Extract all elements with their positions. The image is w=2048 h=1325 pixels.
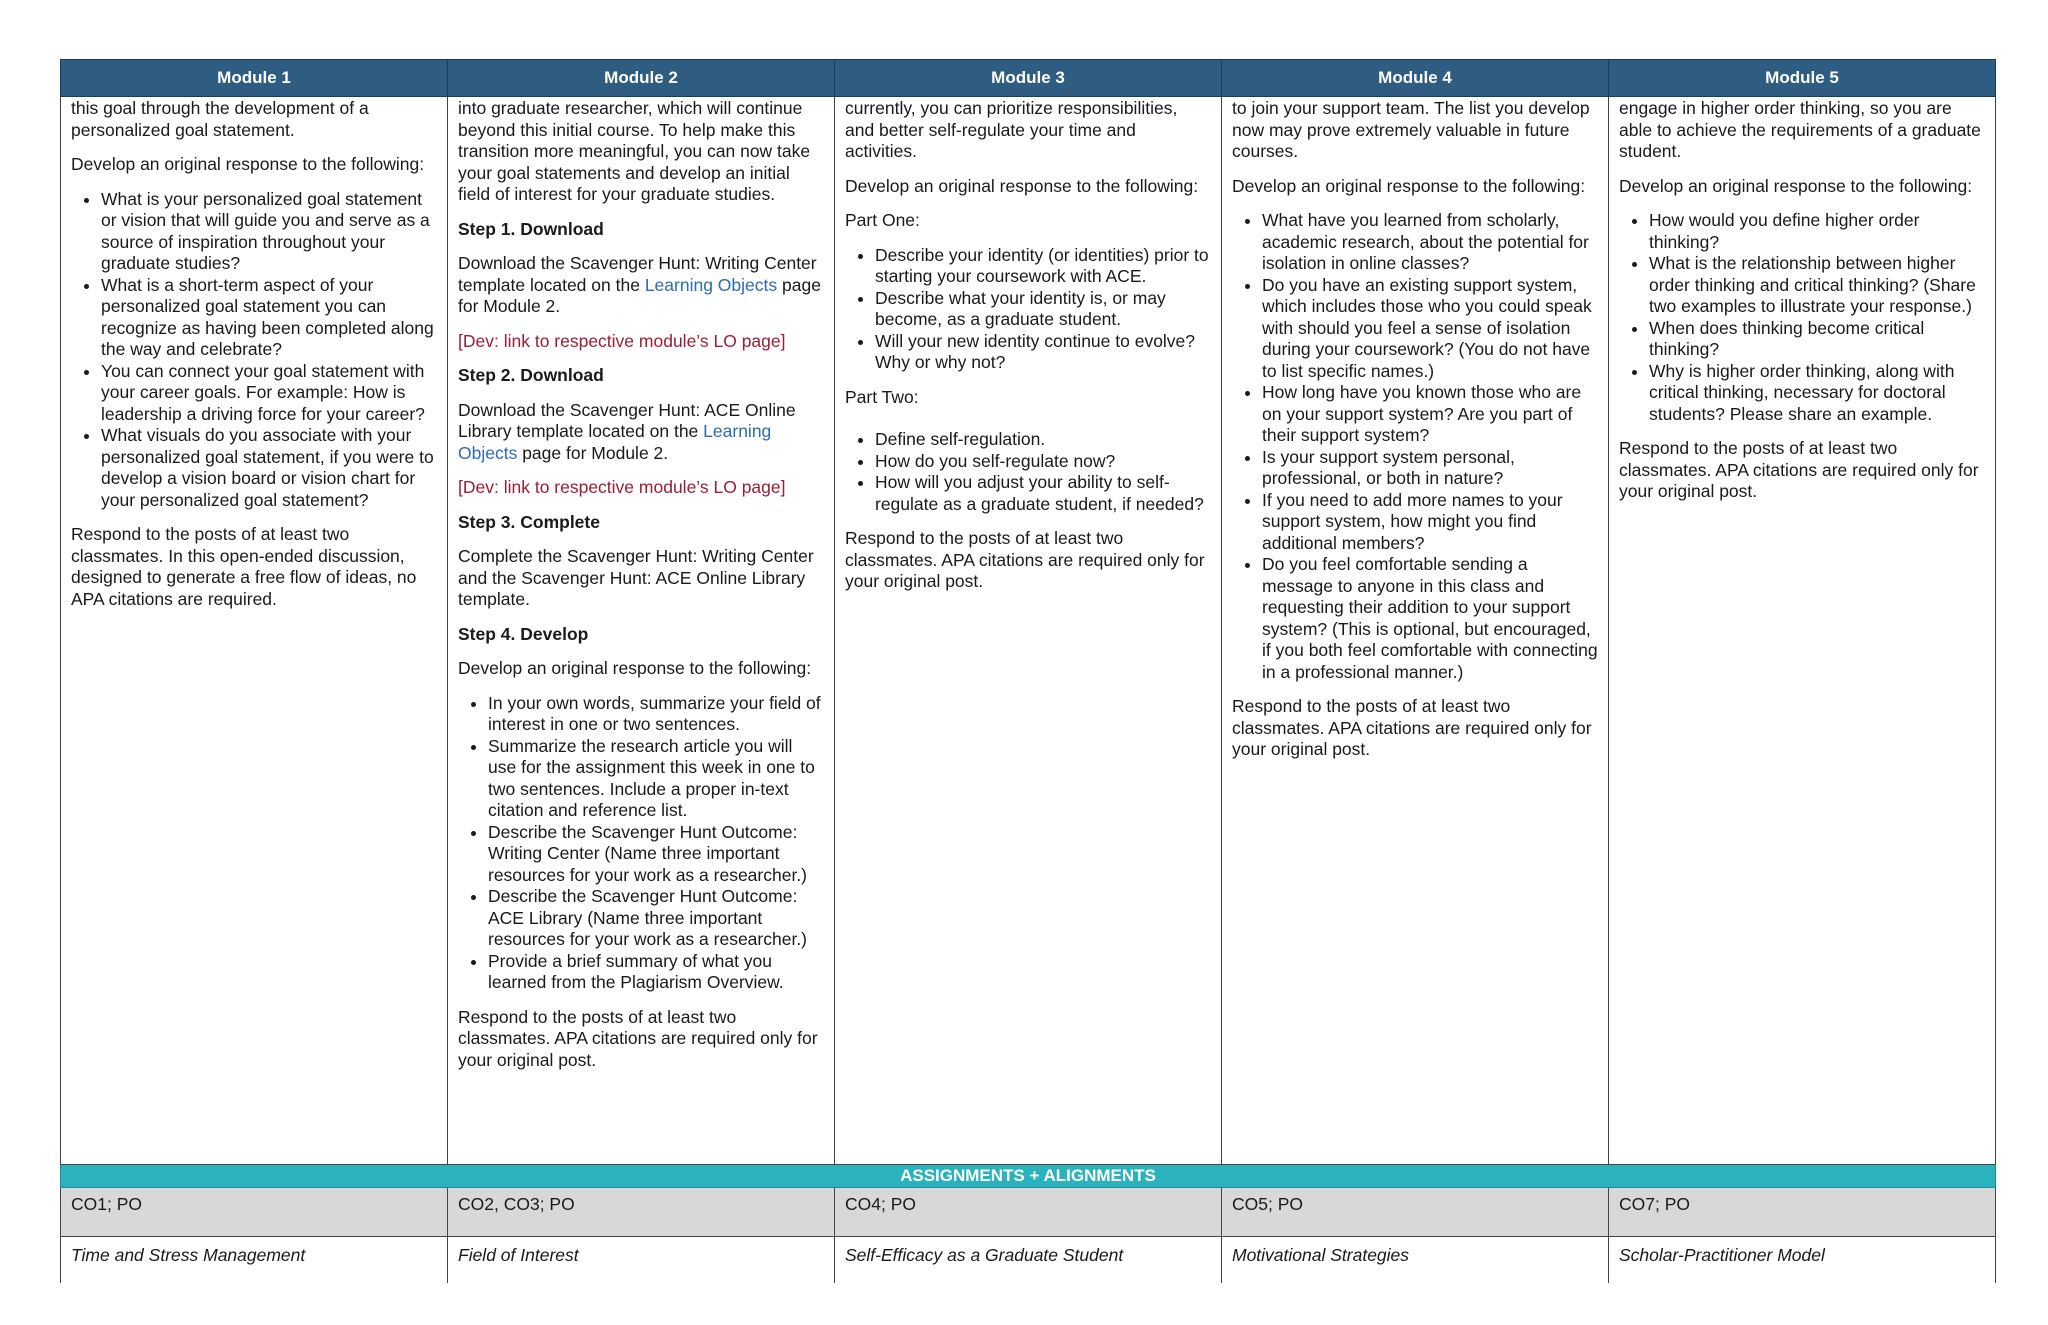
module-2-header: Module 2 [448, 60, 835, 97]
list-item: • How would you define higher order thinking? [1649, 210, 1985, 253]
step-3-text: Complete the Scavenger Hunt: Writing Center and the Scavenger Hunt: ACE Online Library template. [458, 546, 814, 609]
closing-text: Respond to the posts of at least two classmates. In this open-ended discussion, designed to generate a free flow of ideas, no APA citations are required. [71, 524, 417, 609]
step-text: page for Module 2. [522, 442, 669, 463]
closing-text: Respond to the posts of at least two classmates. APA citations are required only for your original post. [1232, 696, 1592, 759]
prompt-text: Develop an original response to the following: [1232, 175, 1586, 196]
assignment-title: Scholar-Practitioner Model [1609, 1237, 1996, 1284]
list-item: • Will your new identity continue to evolve? Why or why not? [875, 331, 1211, 374]
assignment-title-row [61, 1237, 1996, 1284]
module-table [60, 59, 1996, 1283]
prompt-text: Develop an original response to the following: [458, 658, 812, 678]
step-1-text [458, 253, 824, 318]
prompt-text: Develop an original response to the following: [845, 175, 1199, 196]
step-text: Download the Scavenger Hunt: ACE Online Library template located on the [458, 399, 796, 441]
prompt-text: Develop an original response to the following: [1619, 175, 1973, 196]
alignment-row [61, 1188, 1996, 1237]
list-item: • Do you feel comfortable sending a message to anyone in this class and requesting their addition to your support system? (This is optional, but encouraged, if you both feel comfortable with connecting in a professional manner.) [1262, 554, 1598, 683]
list-item: • How do you self-regulate now? [875, 451, 1211, 473]
step-text: page for Module 2. [458, 274, 821, 316]
question-list [458, 693, 824, 994]
intro-text: into graduate researcher, which will continue beyond this initial course. To help make this transition more meaningful, you can now take your goal statements and develop an initial field of interest for your graduate studies. [458, 98, 811, 204]
question-list [71, 189, 437, 512]
assignment-title: Time and Stress Management [61, 1237, 448, 1284]
step-2-heading: Step 2. Download [458, 365, 604, 385]
closing-text: Respond to the posts of at least two classmates. APA citations are required only for your original post. [1619, 438, 1979, 501]
module-3-discussion [835, 97, 1222, 1165]
list-item: • You can connect your goal statement with your career goals. For example: How is leadership a driving force for your career? [101, 361, 437, 426]
step-1-heading: Step 1. Download [458, 218, 604, 239]
intro-text: currently, you can prioritize responsibilities, and better self-regulate your time and activities. [845, 98, 1178, 161]
list-item: • What is a short-term aspect of your personalized goal statement you can recognize as having been completed along the way and celebrate? [101, 275, 437, 361]
discussion-row [61, 97, 1996, 1165]
assignment-title: Motivational Strategies [1222, 1237, 1609, 1284]
assignments-alignments-band: ASSIGNMENTS + ALIGNMENTS [61, 1165, 1996, 1188]
learning-objects-link[interactable]: Learning Objects [644, 274, 778, 295]
assignment-title: Field of Interest [448, 1237, 835, 1284]
list-item: • How will you adjust your ability to self-regulate as a graduate student, if needed? [875, 472, 1211, 515]
question-list [845, 429, 1211, 515]
intro-text: to join your support team. The list you develop now may prove extremely valuable in future courses. [1232, 98, 1590, 161]
assignment-title: Self-Efficacy as a Graduate Student [835, 1237, 1222, 1284]
step-2-text [458, 400, 824, 465]
closing-text: Respond to the posts of at least two classmates. APA citations are required only for your original post. [458, 1006, 818, 1070]
list-item: • What is the relationship between higher order thinking and critical thinking? (Share two examples to illustrate your response.) [1649, 253, 1985, 318]
list-item: • How long have you known those who are on your support system? Are you part of their support system? [1262, 382, 1598, 447]
alignment-cell: CO2, CO3; PO [448, 1188, 835, 1237]
list-item: • What is your personalized goal statement or vision that will guide you and serve as a source of inspiration throughout your graduate studies? [101, 189, 437, 275]
alignment-cell: CO1; PO [61, 1188, 448, 1237]
list-item: • Provide a brief summary of what you learned from the Plagiarism Overview. [488, 951, 824, 994]
list-item: • What visuals do you associate with your personalized goal statement, if you were to develop a vision board or vision chart for your personalized goal statement? [101, 425, 437, 511]
question-list [1232, 210, 1598, 683]
dev-note: [Dev: link to respective module’s LO page] [458, 477, 786, 497]
list-item: • Describe the Scavenger Hunt Outcome: Writing Center (Name three important resources for your work as a researcher.) [488, 822, 824, 887]
step-text: Download the Scavenger Hunt: Writing Center template located on the [458, 253, 817, 295]
module-1-discussion [61, 97, 448, 1165]
list-item: • In your own words, summarize your field of interest in one or two sentences. [488, 693, 824, 736]
list-item: • Describe your identity (or identities) prior to starting your coursework with ACE. [875, 245, 1211, 288]
header-row [61, 60, 1996, 97]
list-item: • Do you have an existing support system, which includes those who you could speak with should you feel a sense of isolation during your coursework? (You do not have to list specific names.) [1262, 275, 1598, 383]
list-item: • What have you learned from scholarly, academic research, about the potential for isolation in online classes? [1262, 210, 1598, 275]
question-list [845, 245, 1211, 374]
step-4-heading: Step 4. Develop [458, 623, 589, 644]
list-item: • Why is higher order thinking, along with critical thinking, necessary for doctoral students? Please share an example. [1649, 361, 1985, 426]
list-item: • Define self-regulation. [875, 429, 1211, 451]
module-1-header: Module 1 [61, 60, 448, 97]
list-item: • When does thinking become critical thinking? [1649, 318, 1985, 361]
intro-text: this goal through the development of a personalized goal statement. [71, 98, 369, 140]
module-2-discussion [448, 97, 835, 1165]
module-5-header: Module 5 [1609, 60, 1996, 97]
alignment-cell: CO4; PO [835, 1188, 1222, 1237]
step-3-heading: Step 3. Complete [458, 511, 600, 532]
question-list [1619, 210, 1985, 425]
closing-text: Respond to the posts of at least two classmates. APA citations are required only for your original post. [845, 528, 1205, 591]
part-two-label: Part Two: [845, 386, 919, 407]
module-4-discussion [1222, 97, 1609, 1165]
list-item: • Describe the Scavenger Hunt Outcome: ACE Library (Name three important resources for your work as a researcher.) [488, 886, 824, 951]
section-band-row [61, 1165, 1996, 1188]
prompt-text: Develop an original response to the following: [71, 154, 425, 174]
module-5-discussion [1609, 97, 1996, 1165]
intro-text: engage in higher order thinking, so you are able to achieve the requirements of a graduate student. [1619, 98, 1981, 161]
alignment-cell: CO5; PO [1222, 1188, 1609, 1237]
module-4-header: Module 4 [1222, 60, 1609, 97]
list-item: • Is your support system personal, professional, or both in nature? [1262, 447, 1598, 490]
part-one-label: Part One: [845, 210, 920, 230]
list-item: • Describe what your identity is, or may become, as a graduate student. [875, 288, 1211, 331]
learning-objects-link[interactable]: Learning Objects [458, 421, 772, 463]
alignment-cell: CO7; PO [1609, 1188, 1996, 1237]
module-3-header: Module 3 [835, 60, 1222, 97]
list-item: • If you need to add more names to your support system, how might you find additional members? [1262, 490, 1598, 555]
list-item: • Summarize the research article you will use for the assignment this week in one to two sentences. Include a proper in-text citation and reference list. [488, 736, 824, 822]
dev-note: [Dev: link to respective module’s LO page] [458, 330, 786, 351]
